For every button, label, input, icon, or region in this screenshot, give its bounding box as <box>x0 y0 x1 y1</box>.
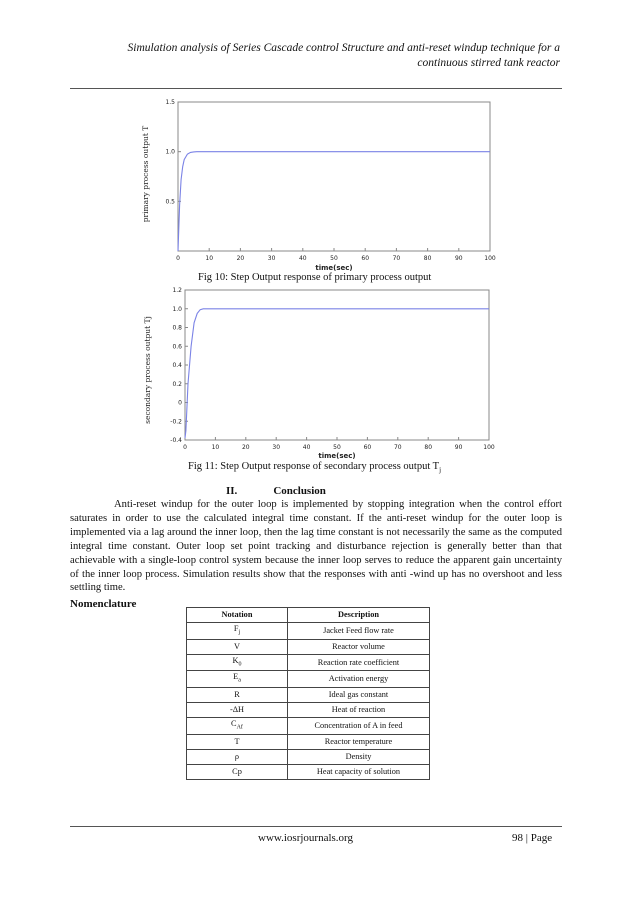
notation-cell <box>187 718 288 735</box>
notation-symbol: -ΔH <box>229 705 245 715</box>
table-row <box>187 703 430 718</box>
notation-symbol: R <box>234 690 240 700</box>
section-title: Conclusion <box>273 485 326 497</box>
notation-symbol: ρ <box>234 752 240 762</box>
notation-symbol: Cp <box>232 767 242 777</box>
description-cell: Heat capacity of solution <box>288 765 430 780</box>
x-axis-label: time(sec) <box>315 264 353 272</box>
x-tick-label: 90 <box>454 255 463 262</box>
fig11-caption-text: Fig 11: Step Output response of secondary process output T <box>188 461 440 472</box>
x-tick-label: 30 <box>267 255 276 262</box>
nomenclature-title: Nomenclature <box>70 598 137 610</box>
x-tick-label: 70 <box>392 255 401 262</box>
table-row <box>187 750 430 765</box>
y-tick-label: 1.0 <box>172 305 182 313</box>
x-tick-label: 100 <box>483 444 495 451</box>
y-axis-label: primary process output T <box>141 125 150 223</box>
notation-cell <box>187 765 288 780</box>
x-tick-label: 10 <box>205 255 214 262</box>
x-axis-label: time(sec) <box>318 452 356 460</box>
x-tick-label: 20 <box>236 255 245 262</box>
table-row <box>187 639 430 654</box>
notation-symbol: V <box>234 641 240 651</box>
table-row <box>187 654 430 671</box>
x-tick-label: 50 <box>333 444 341 451</box>
y-axis-label: secondary process output Tj <box>143 316 152 424</box>
y-tick-label: 0.8 <box>172 324 182 332</box>
table-row <box>187 734 430 749</box>
plot-frame <box>178 102 490 251</box>
notation-symbol: C <box>231 719 237 729</box>
table-row <box>187 671 430 688</box>
notation-cell <box>187 671 288 688</box>
table-row <box>187 688 430 703</box>
header-title-line2: continuous stirred tank reactor <box>417 57 560 69</box>
footer-page-number: 98 | Page <box>512 832 553 844</box>
x-tick-label: 50 <box>330 255 338 262</box>
table-row <box>187 623 430 640</box>
notation-symbol: K <box>232 655 239 665</box>
fig10-caption: Fig 10: Step Output response of primary process output <box>198 272 432 283</box>
notation-subscript: a <box>238 678 241 685</box>
description-cell: Ideal gas constant <box>288 688 430 703</box>
x-tick-label: 20 <box>241 444 250 451</box>
table-row <box>187 718 430 735</box>
notation-cell <box>187 623 288 640</box>
notation-subscript: Af <box>236 724 243 731</box>
x-tick-label: 10 <box>211 444 220 451</box>
notation-symbol: E <box>233 672 239 682</box>
description-cell: Density <box>288 750 430 765</box>
y-tick-label: 0.5 <box>165 198 175 206</box>
header-description: Description <box>288 608 430 623</box>
y-tick-label: -0.4 <box>170 437 182 444</box>
notation-cell <box>187 688 288 703</box>
conclusion-paragraph: Anti-reset windup for the outer loop is implemented by stopping integration when the control effort saturates in order to use the calculated integral time constant. If the anti-reset windup for the outer loop is implemented via a lag around the inner loop, then the lag time constant is not necessarily the same as the computed integral time constant. Outer loop set point tracking and disturbance rejection is generally better than that achievable with a single-loop control system because the inner loop serves to reduce the apparent gain uncertainty of the inner loop process. Simulation results show that the responses with anti -wind up has no overshoot and less settling time. <box>70 499 562 594</box>
x-tick-label: 40 <box>298 255 307 262</box>
notation-symbol: F <box>233 624 239 633</box>
y-tick-label: 0.6 <box>172 343 182 351</box>
notation-cell <box>187 734 288 749</box>
header-title-line1: Simulation analysis of Series Cascade control Structure and anti-reset windup technique for a <box>127 42 560 54</box>
x-tick-label: 80 <box>424 444 433 451</box>
notation-symbol: T <box>234 736 240 746</box>
description-cell: Reactor volume <box>288 639 430 654</box>
notation-cell <box>187 639 288 654</box>
x-tick-label: 90 <box>454 444 463 451</box>
x-tick-label: 60 <box>363 444 372 451</box>
notation-cell <box>187 703 288 718</box>
nomenclature-table <box>186 607 430 780</box>
notation-subscript: j <box>238 629 241 636</box>
series-line <box>185 309 489 438</box>
table-row <box>187 765 430 780</box>
description-cell: Reaction rate coefficient <box>288 654 430 671</box>
description-cell: Heat of reaction <box>288 703 430 718</box>
section-heading <box>226 485 326 497</box>
description-cell: Jacket Feed flow rate <box>288 623 430 640</box>
y-tick-label: 1.5 <box>165 99 175 106</box>
fig11-caption-subscript: j <box>439 466 442 475</box>
y-tick-label: 1.2 <box>172 287 182 294</box>
fig11-caption <box>188 461 441 474</box>
footer-website: www.iosrjournals.org <box>258 832 354 844</box>
description-cell: Reactor temperature <box>288 734 430 749</box>
x-tick-label: 60 <box>361 255 370 262</box>
x-tick-label: 100 <box>484 255 496 262</box>
plot-frame <box>185 290 489 440</box>
x-tick-label: 0 <box>183 444 187 451</box>
x-tick-label: 40 <box>302 444 311 451</box>
series-line <box>178 152 490 251</box>
y-tick-label: 0.2 <box>172 380 182 388</box>
notation-cell <box>187 750 288 765</box>
y-tick-label: 1.0 <box>165 148 175 156</box>
x-tick-label: 70 <box>393 444 402 451</box>
footer-rule <box>70 826 562 827</box>
x-tick-label: 30 <box>272 444 281 451</box>
description-cell: Concentration of A in feed <box>288 718 430 735</box>
x-tick-label: 0 <box>176 255 180 262</box>
notation-cell <box>187 654 288 671</box>
table-header-row <box>187 608 430 623</box>
y-tick-label: 0.4 <box>172 362 182 369</box>
notation-subscript: 0 <box>238 661 242 668</box>
y-tick-label: 0 <box>178 399 182 407</box>
description-cell: Activation energy <box>288 671 430 688</box>
header-notation: Notation <box>187 608 288 623</box>
x-tick-label: 80 <box>423 255 432 262</box>
y-tick-label: -0.2 <box>170 418 182 426</box>
section-number: II. <box>226 485 238 497</box>
